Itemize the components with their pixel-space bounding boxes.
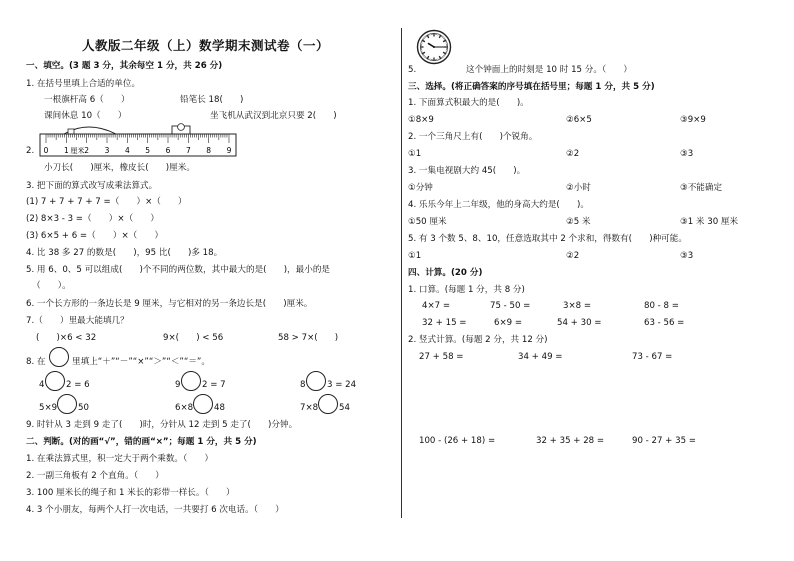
ruler-unit-label: 厘米 <box>70 147 85 155</box>
question-2-number: 2. <box>26 146 35 156</box>
question-7-item-a: ( )×6 < 32 <box>36 333 97 343</box>
choice-1-option-1: ①8×9 <box>408 115 434 125</box>
ruler-tick-label: 5 <box>145 146 151 155</box>
choice-2-option-3: ③3 <box>680 149 694 159</box>
oral-calc: 54 + 30 = <box>557 318 602 328</box>
question-5-line-1: 5. 用 6、0、5 可以组成( )个不同的两位数，其中最大的是( )，最小的是 <box>26 265 331 275</box>
choice-5: 5. 有 3 个数 5、8、10，任意选取其中 2 个求和，得数有( )种可能。 <box>408 234 687 244</box>
question-8-instruction: 里填上“＋”“－”“×”“＞”“＜”“＝”。 <box>72 357 210 367</box>
choice-3: 3. 一集电视剧大约 45( )。 <box>408 166 526 176</box>
vertical-calc: 100 - (26 + 18) = <box>419 436 496 446</box>
choice-2: 2. 一个三角尺上有( )个锐角。 <box>408 132 538 142</box>
vertical-calc: 34 + 49 = <box>518 352 563 362</box>
choice-4-option-3: ③1 米 30 厘米 <box>680 217 739 227</box>
answer-circle <box>318 394 338 414</box>
column-divider <box>401 28 402 518</box>
ruler-tick-label: 8 <box>206 146 212 155</box>
choice-1-option-3: ③9×9 <box>680 115 706 125</box>
question-8-prefix: 8. 在 <box>26 357 46 367</box>
question-2-text: 小刀长( )厘米，橡皮长( )厘米。 <box>44 163 195 173</box>
judge-3: 3. 100 厘米长的绳子和 1 米长的彩带一样长。（ ） <box>26 488 235 498</box>
answer-circle <box>45 371 65 391</box>
vertical-calc: 90 - 27 + 35 = <box>632 436 696 446</box>
q8-row1-a-left: 4 <box>39 380 45 390</box>
q8-row1-c-left: 8 <box>300 380 306 390</box>
choice-3-option-2: ②小时 <box>566 183 591 193</box>
question-1-item-c: 课间休息 10（ ） <box>44 111 127 121</box>
choice-3-option-3: ③不能确定 <box>680 183 723 193</box>
choice-5-option-3: ③3 <box>680 251 694 261</box>
choice-1: 1. 下面算式积最大的是( )。 <box>408 98 529 108</box>
question-4: 4. 比 38 多 27 的数是( )，95 比( )多 18。 <box>26 248 223 258</box>
answer-circle <box>57 394 77 414</box>
choice-1-option-2: ②6×5 <box>566 115 592 125</box>
answer-circle <box>306 371 326 391</box>
oral-calc: 32 + 15 = <box>422 318 467 328</box>
q8-row2-c-right: 54 <box>339 403 350 413</box>
ruler-tick-label: 9 <box>226 146 232 155</box>
choice-5-option-2: ②2 <box>566 251 580 261</box>
vertical-calc: 73 - 67 = <box>632 352 673 362</box>
ruler-tick-label: 7 <box>185 146 191 155</box>
question-3-item-2: (2) 8×3 - 3 =（ ）×（ ） <box>26 214 159 224</box>
vertical-calc: 32 + 35 + 28 = <box>536 436 605 446</box>
question-7-item-c: 58 > 7×( ) <box>278 333 339 343</box>
section-calc-heading: 四、计算。(20 分) <box>408 268 483 278</box>
q8-row2-b-left: 6×8 <box>175 403 194 413</box>
question-7-item-b: 9×( ) < 56 <box>163 333 224 343</box>
choice-2-option-1: ①1 <box>408 149 422 159</box>
section-fill-in-heading: 一、填空。(3 题 3 分，其余每空 1 分，共 26 分) <box>26 61 223 71</box>
answer-circle <box>181 371 201 391</box>
oral-calc: 6×9 = <box>494 318 523 328</box>
question-3-item-3: (3) 6×5 + 6 =（ ）×（ ） <box>26 231 164 241</box>
oral-calc: 4×7 = <box>422 301 451 311</box>
q8-row1-b-left: 9 <box>175 380 181 390</box>
oral-calc: 63 - 56 = <box>644 318 685 328</box>
choice-4-option-1: ①50 厘米 <box>408 217 447 227</box>
judge-1: 1. 在乘法算式里，积一定大于两个乘数。（ ） <box>26 454 214 464</box>
answer-circle <box>49 347 69 367</box>
answer-circle <box>193 394 213 414</box>
ruler-tick-label: 3 <box>104 146 110 155</box>
question-1-item-a: 一根旗杆高 6（ ） <box>44 95 130 105</box>
oral-calc: 80 - 8 = <box>644 301 679 311</box>
section-choice-heading: 三、选择。(将正确答案的序号填在括号里；每题 1 分，共 5 分) <box>408 82 655 92</box>
choice-4-option-2: ②5 米 <box>566 217 591 227</box>
q8-row1-a-right: 2 = 6 <box>66 380 90 390</box>
section-judge-heading: 二、判断。(对的画“√”，错的画“×”；每题 1 分，共 5 分) <box>26 437 257 447</box>
question-1-item-d: 坐飞机从武汉到北京只要 2( ) <box>210 111 337 121</box>
page-title: 人教版二年级（上）数学期末测试卷（一） <box>82 38 330 53</box>
judge-2: 2. 一副三角板有 2 个直角。（ ） <box>26 471 164 481</box>
q8-row2-b-right: 48 <box>214 403 225 413</box>
q8-row2-a-right: 50 <box>78 403 89 413</box>
ruler-tick-label: 4 <box>124 146 130 155</box>
question-1-item-b: 铅笔长 18( ) <box>180 95 244 105</box>
q8-row2-c-left: 7×8 <box>300 403 319 413</box>
oral-calc: 3×8 = <box>563 301 592 311</box>
ruler-tick-label: 2 <box>84 146 90 155</box>
choice-3-option-1: ①分钟 <box>408 183 433 193</box>
choice-4: 4. 乐乐今年上二年级，他的身高大约是( )。 <box>408 200 589 210</box>
question-3: 3. 把下面的算式改写成乘法算式。 <box>26 181 158 191</box>
choice-5-option-1: ①1 <box>408 251 422 261</box>
q8-row2-a-left: 5×9 <box>39 403 58 413</box>
ruler-tick-label: 1 <box>63 146 69 155</box>
oral-calc: 75 - 50 = <box>490 301 531 311</box>
question-9: 9. 时针从 3 走到 9 走了( )时，分针从 12 走到 5 走了( )分钟。 <box>26 420 298 430</box>
choice-2-option-2: ②2 <box>566 149 580 159</box>
ruler-tick-label: 0 <box>43 146 49 155</box>
q8-row1-b-right: 2 = 7 <box>202 380 226 390</box>
vertical-calc: 27 + 58 = <box>419 352 464 362</box>
question-1: 1. 在括号里填上合适的单位。 <box>26 79 141 89</box>
judge-5: 这个钟面上的时刻是 10 时 15 分。（ ） <box>466 65 632 75</box>
judge-4: 4. 3 个小朋友，每两个人打一次电话，一共要打 6 次电话。（ ） <box>26 505 284 515</box>
q8-row1-c-right: 3 = 24 <box>327 380 357 390</box>
ruler-tick-label: 6 <box>165 146 171 155</box>
ruler-figure <box>38 122 238 160</box>
question-5-line-2: （ ）。 <box>32 281 71 291</box>
calc-1: 1. 口算。(每题 1 分，共 8 分) <box>408 285 525 295</box>
question-6: 6. 一个长方形的一条边长是 9 厘米，与它相对的另一条边长是( )厘米。 <box>26 299 313 309</box>
calc-2: 2. 竖式计算。(每题 2 分，共 12 分) <box>408 335 548 345</box>
question-7: 7.（ ）里最大能填几？ <box>26 316 129 326</box>
question-3-item-1: (1) 7 + 7 + 7 + 7 =（ ）×（ ） <box>26 197 187 207</box>
clock-icon <box>416 29 452 65</box>
judge-5-number: 5. <box>408 65 417 75</box>
